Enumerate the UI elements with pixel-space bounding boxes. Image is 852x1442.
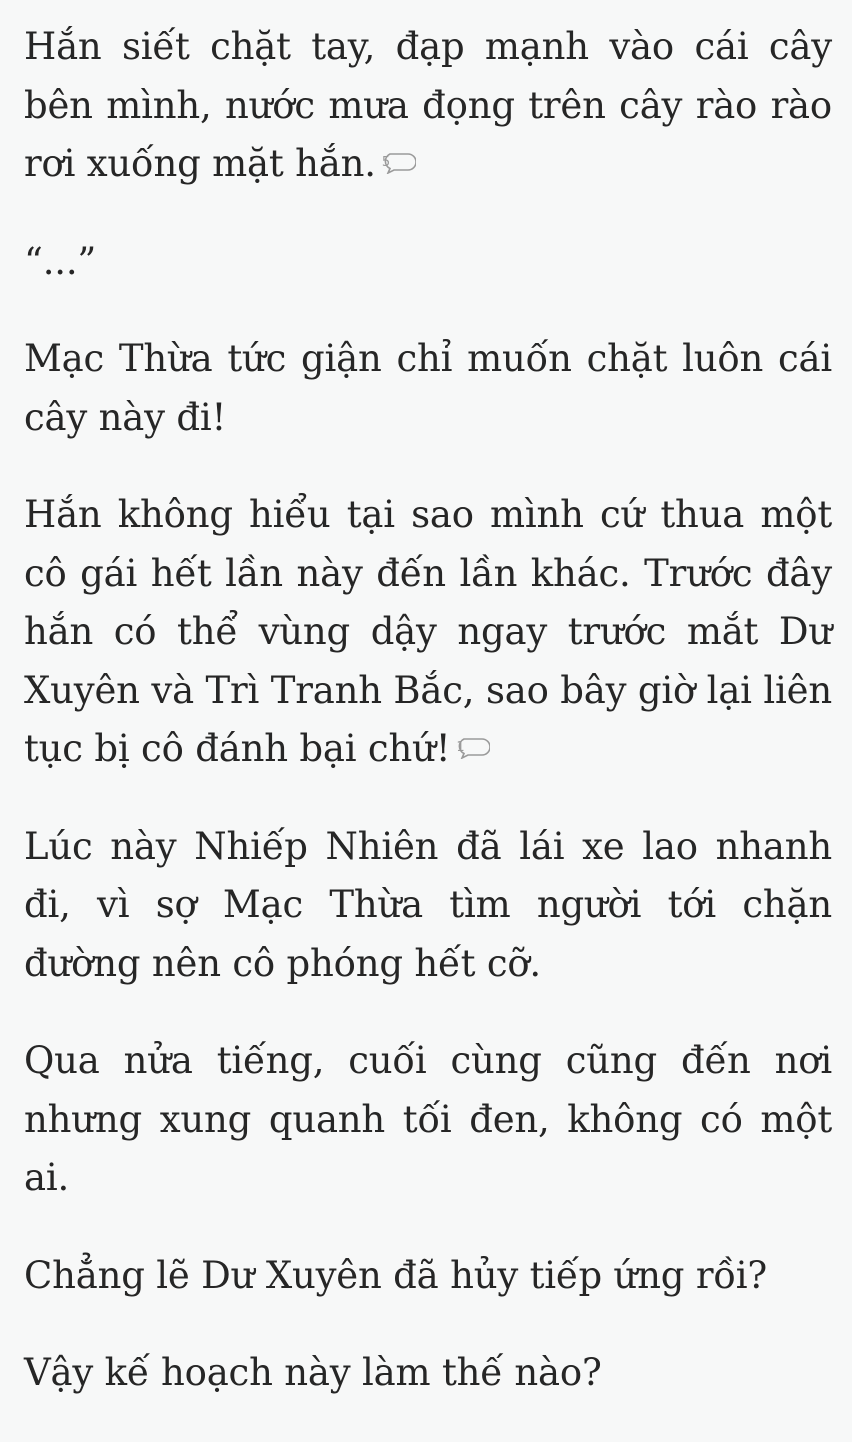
paragraph-3	[24, 330, 832, 447]
paragraph-text: Vậy kế hoạch này làm thế nào?	[24, 1351, 602, 1394]
paragraph-5	[24, 818, 832, 994]
paragraph-text: “...”	[24, 239, 97, 283]
paragraph-text: Hắn không hiểu tại sao mình cứ thua một cô gái hết lần này đến lần khác. Trước đây hắn có thể vùng dậy ngay trước mắt Dư Xuyên và Trì Tranh Bắc, sao bây giờ lại liên tục bị cô đánh bại chứ!	[24, 493, 832, 770]
paragraph-text: Chẳng lẽ Dư Xuyên đã hủy tiếp ứng rồi?	[24, 1253, 768, 1297]
comment-badge[interactable]	[456, 737, 490, 759]
paragraph-2	[24, 233, 832, 292]
paragraph-6	[24, 1032, 832, 1208]
reader-content	[24, 18, 832, 1442]
paragraph-1	[24, 18, 832, 194]
comment-badge[interactable]	[382, 152, 416, 174]
paragraph-7	[24, 1247, 832, 1306]
paragraph-text: Lúc này Nhiếp Nhiên đã lái xe lao nhanh đi, vì sợ Mạc Thừa tìm người tới chặn đường nên cô phóng hết cỡ.	[24, 824, 832, 985]
paragraph-text: Qua nửa tiếng, cuối cùng cũng đến nơi nhưng xung quanh tối đen, không có một ai.	[24, 1039, 832, 1199]
comment-count: 1	[456, 740, 465, 755]
comment-count: 5	[381, 155, 391, 170]
paragraph-text: Hắn siết chặt tay, đạp mạnh vào cái cây bên mình, nước mưa đọng trên cây rào rào rơi xuống mặt hắn.	[24, 25, 832, 185]
paragraph-text: Mạc Thừa tức giận chỉ muốn chặt luôn cái cây này đi!	[24, 337, 832, 439]
paragraph-4	[24, 486, 832, 779]
paragraph-8	[24, 1344, 832, 1403]
